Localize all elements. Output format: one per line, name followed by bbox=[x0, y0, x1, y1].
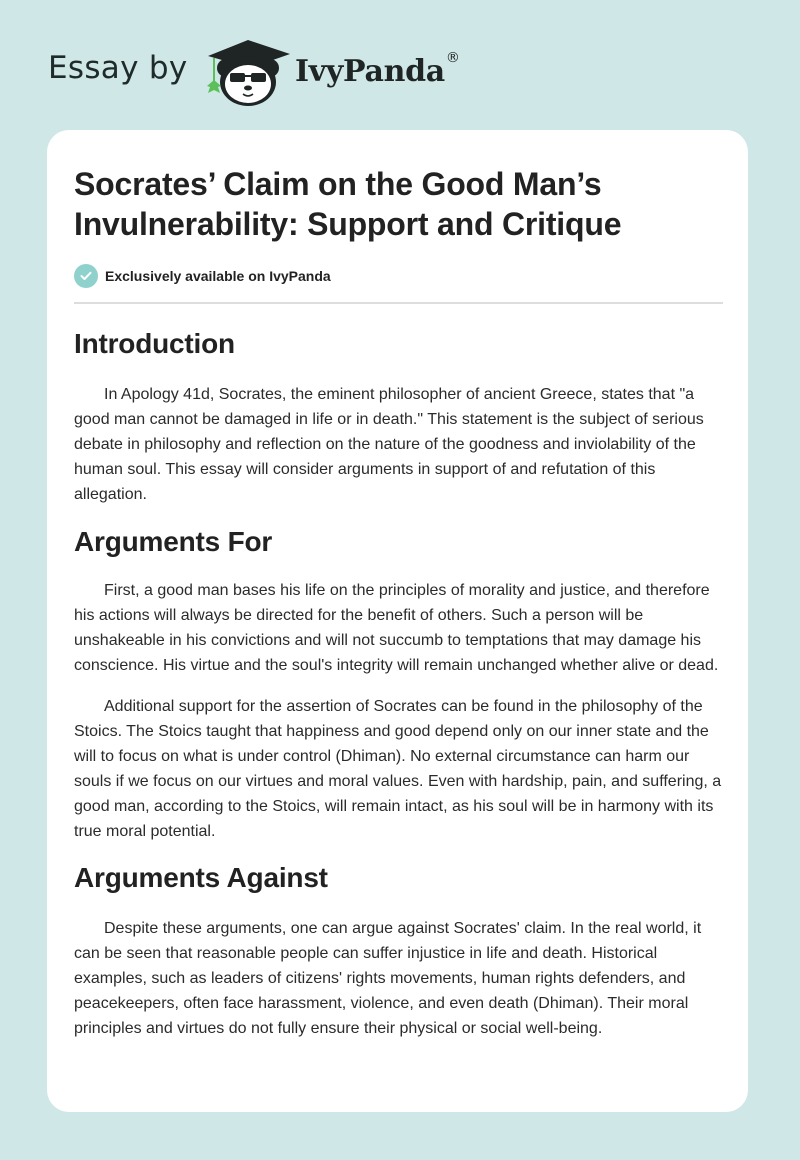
section-heading-arguments-against: Arguments Against bbox=[74, 862, 328, 893]
exclusive-badge bbox=[74, 264, 331, 288]
paragraph: Despite these arguments, one can argue against Socrates' claim. In the real world, it can be seen that reasonable people can suffer injustice in life and death. Historical examples, such as leaders of citizens' rights movements, human rights defenders, and peacekeepers, often face harassment, violence, and even death (Dhiman). Their moral principles and virtues do not fully ensure their physical or social well-being. bbox=[74, 920, 702, 1037]
paragraph: In Apology 41d, Socrates, the eminent philosopher of ancient Greece, states that "a good man cannot be damaged in life or in death." This statement is the subject of serious debate in philosophy and reflection on the nature of the goodness and inviolability of the human soul. This essay will consider arguments in support of and refutation of this allegation. bbox=[74, 386, 704, 503]
essay-by-label: Essay by bbox=[48, 50, 188, 86]
essay-card bbox=[47, 130, 748, 1112]
paragraph: First, a good man bases his life on the principles of morality and justice, and therefore his actions will always be directed for the benefit of others. Such a person will be unshakeable in his convictions and will not succumb to temptations that may damage his conscience. His virtue and the soul's integrity will remain unchanged whether alive or dead. bbox=[74, 582, 719, 674]
brand-name[interactable] bbox=[295, 50, 460, 89]
essay-content bbox=[74, 322, 726, 1041]
exclusive-text: Exclusively available on IvyPanda bbox=[105, 268, 331, 284]
panda-logo-icon[interactable] bbox=[204, 36, 292, 108]
paragraph: Additional support for the assertion of Socrates can be found in the philosophy of the Stoics. The Stoics taught that happiness and good depend only on our inner state and the will to focus on what is under control (Dhiman). No external circumstance can harm our souls if we focus on our virtues and moral values. Even with hardship, pain, and suffering, a good man, according to the Stoics, will remain intact, as his soul will be in harmony with its true moral potential. bbox=[74, 698, 722, 840]
brand-text: IvyPanda bbox=[295, 54, 445, 89]
registered-mark: ® bbox=[445, 50, 460, 66]
check-circle-icon bbox=[74, 264, 98, 288]
divider bbox=[74, 302, 723, 304]
page-title: Socrates’ Claim on the Good Man’s Invulnerability: Support and Critique bbox=[74, 166, 622, 242]
section-heading-introduction: Introduction bbox=[74, 328, 235, 359]
site-header bbox=[0, 0, 800, 130]
section-heading-arguments-for: Arguments For bbox=[74, 526, 273, 557]
